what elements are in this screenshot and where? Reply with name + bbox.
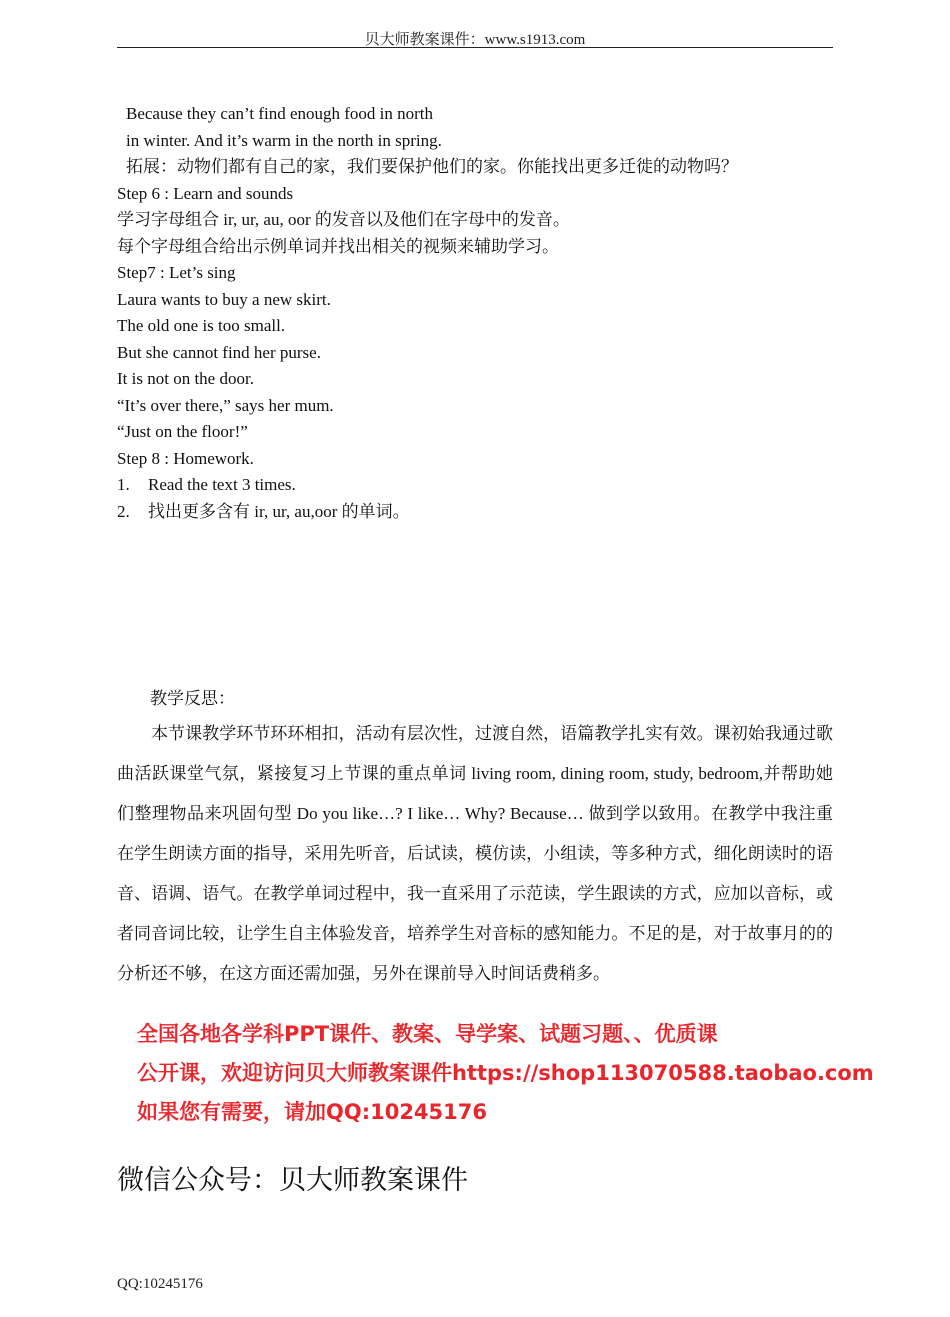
homework-number: 1. [117, 475, 130, 494]
header-divider [117, 47, 833, 48]
reflection-title: 教学反思： [150, 689, 235, 708]
extension-text: 拓展：动物们都有自己的家，我们要保护他们的家。你能找出更多迁徙的动物吗？ [126, 157, 738, 176]
step8-heading: Step 8 : Homework. [117, 449, 254, 468]
song-line: “Just on the floor!” [117, 422, 248, 441]
ad-line-1: 全国各地各学科PPT课件、教案、导学案、试题习题、、优质课 [137, 1022, 718, 1046]
step7-heading: Step7 : Let’s sing [117, 263, 236, 282]
page-header: 贝大师教案课件：www.s1913.com [364, 32, 586, 48]
homework-number: 2. [117, 502, 130, 521]
song-line: It is not on the door. [117, 369, 254, 388]
homework-text: Read the text 3 times. [148, 475, 296, 494]
ad-line-3: 如果您有需要，请加QQ:10245176 [137, 1100, 487, 1124]
homework-text: 找出更多含有 ir, ur, au,oor 的单词。 [148, 502, 410, 521]
wechat-account: 微信公众号：贝大师教案课件 [117, 1165, 468, 1195]
step6-desc-2: 每个字母组合给出示例单词并找出相关的视频来辅助学习。 [117, 237, 559, 256]
step6-desc-1: 学习字母组合 ir, ur, au, oor 的发音以及他们在字母中的发音。 [117, 210, 570, 229]
answer-line-2: in winter. And it’s warm in the north in spring. [126, 131, 442, 150]
song-line: Laura wants to buy a new skirt. [117, 290, 331, 309]
step6-heading: Step 6 : Learn and sounds [117, 184, 294, 203]
song-line: “It’s over there,” says her mum. [117, 396, 334, 415]
song-line: The old one is too small. [117, 316, 286, 335]
ad-line-2[interactable]: 公开课，欢迎访问贝大师教案课件https://shop113070588.taobao.com [137, 1061, 874, 1085]
footer-qq: QQ:10245176 [117, 1276, 203, 1292]
homework-item [117, 475, 296, 495]
song-line: But she cannot find her purse. [117, 343, 321, 362]
homework-item [117, 502, 410, 522]
reflection-body: 本节课教学环节环环相扣，活动有层次性，过渡自然，语篇教学扎实有效。课初始我通过歌曲活跃课堂气氛，紧接复习上节课的重点单词 living room, dining room, study, bedroom,并帮助她们整理物品来巩固句型 Do you like…? I like… Why? Because… 做到学以致用。在教学中我注重在学生朗读方面的指导，采用先听音，后试读，模仿读，小组读，等多种方式，细化朗读时的语音、语调、语气。在教学单词过程中，我一直采用了示范读，学生跟读的方式，应加以音标，或者同音词比较，让学生自主体验发音，培养学生对音标的感知能力。不足的是，对于故事月的的分析还不够，在这方面还需加强，另外在课前导入时间话费稍多。 [117, 724, 833, 983]
answer-line-1: Because they can’t find enough food in north [126, 104, 434, 123]
